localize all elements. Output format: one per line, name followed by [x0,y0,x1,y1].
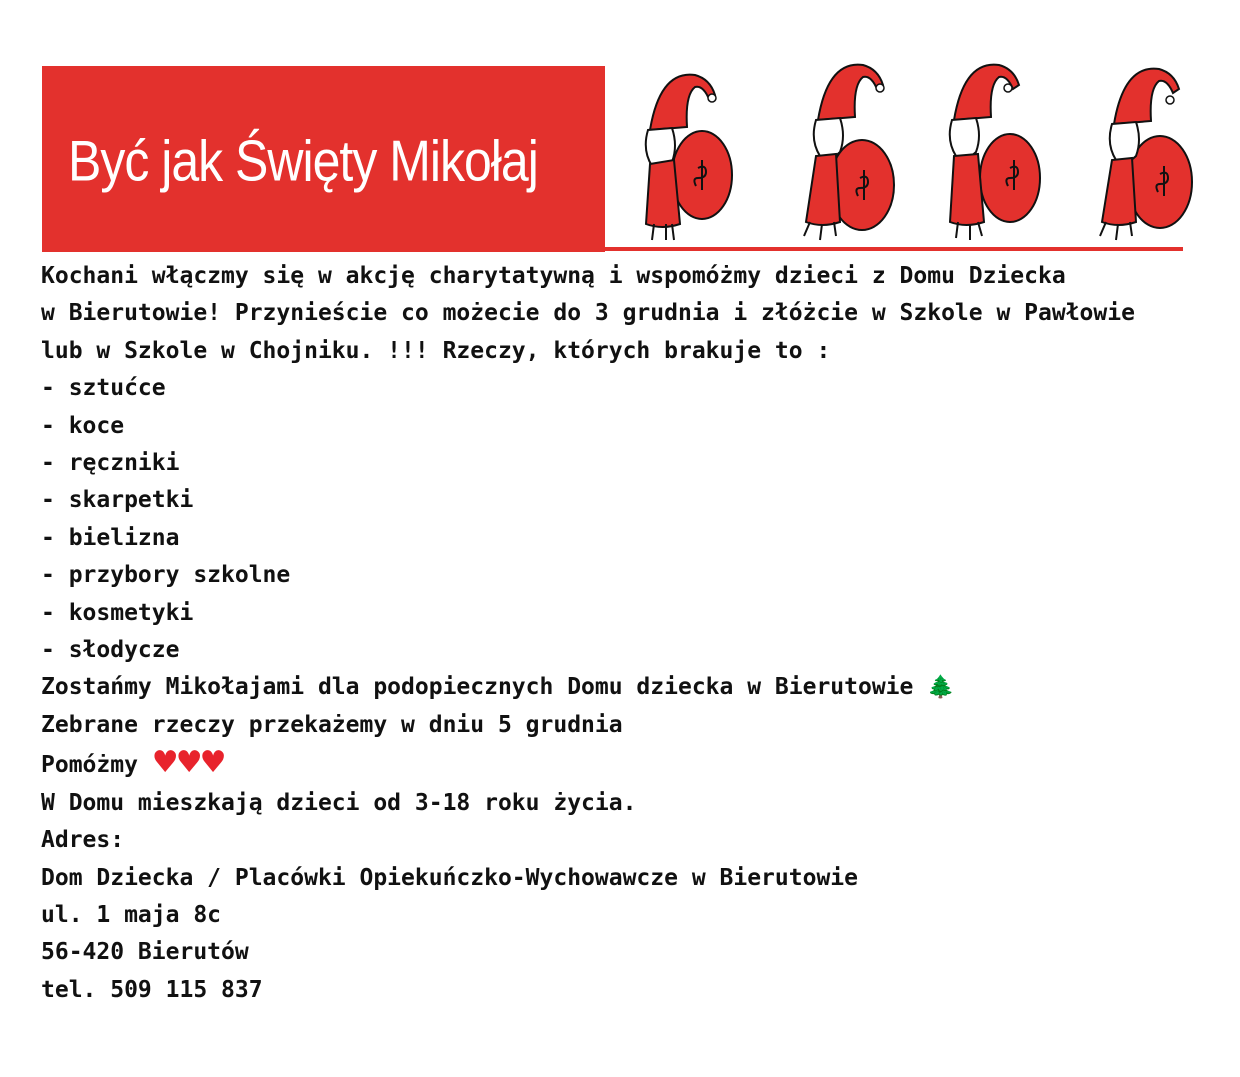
address-label: Adres: [41,827,125,854]
santa-with-sack-icon [1090,60,1200,250]
address-name: Dom Dziecka / Placówki Opiekuńczko-Wychowawcze w Bierutowie [41,864,858,891]
closing-line-text: Zostańmy Mikołajami dla podopiecznych Domu dziecka w Bierutowie [41,674,914,701]
list-item: - przybory szkolne [41,562,291,589]
hearts-icon: ♥♥♥ [151,745,224,781]
list-item: - kosmetyki [41,599,194,626]
christmas-tree-icon: 🌲 [927,675,955,701]
address-street: ul. 1 maja 8c [41,901,222,928]
header-banner [42,66,605,252]
santa-with-sack-icon [632,60,742,250]
list-item: - sztućce [41,375,166,402]
intro-line: Kochani włączmy się w akcję charytatywną i wspomóżmy dzieci z Domu Dziecka [41,263,1066,289]
list-item: - skarpetki [41,487,194,514]
closing-line: W Domu mieszkają dzieci od 3-18 roku życia. [41,789,637,816]
list-item: - ręczniki [41,450,180,477]
list-item: - słodycze [41,637,180,664]
santa-with-sack-icon [792,60,902,250]
address-city: 56-420 Bierutów [41,939,249,966]
closing-line-text: Pomóżmy [41,752,138,779]
closing-line [41,744,1191,784]
announcement-text [41,258,1191,1009]
santa-with-sack-icon [938,60,1048,250]
page-title: Być jak Święty Mikołaj [68,128,538,194]
list-item: - koce [41,412,125,439]
closing-line: Zebrane rzeczy przekażemy w dniu 5 grudnia [41,711,623,738]
list-item: - bielizna [41,524,180,551]
address-phone: tel. 509 115 837 [41,976,263,1003]
closing-line [41,669,1191,706]
intro-line: lub w Szkole w Chojniku. !!! Rzeczy, których brakuje to : [41,337,831,364]
intro-line: w Bierutowie! Przynieście co możecie do 3 grudnia i złóżcie w Szkole w Pawłowie [41,300,1135,327]
